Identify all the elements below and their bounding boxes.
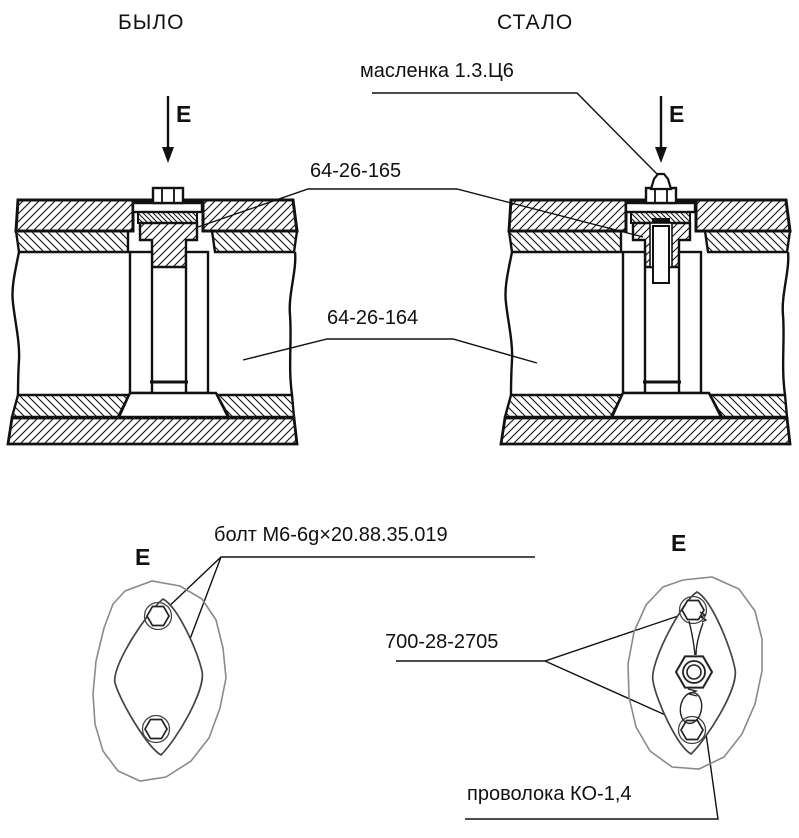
wire-spec-label: проволока КО-1,4 xyxy=(467,783,632,805)
after-detail-view-letter: E xyxy=(671,530,687,556)
before-detail-view-letter: E xyxy=(135,544,151,570)
before-title: БЫЛО xyxy=(118,11,185,34)
after-section-view xyxy=(501,96,790,444)
bolt-label: болт М6-6g×20.88.35.019 xyxy=(214,524,448,546)
part-164-leader xyxy=(243,339,537,363)
part-164-label: 64-26-164 xyxy=(327,307,419,329)
grease-fitting-nipple xyxy=(651,174,671,189)
before-section-view-letter: E xyxy=(176,101,192,127)
before-section-view xyxy=(8,96,297,444)
upper-bolt-head xyxy=(147,607,169,626)
part-2705-label: 700-28-2705 xyxy=(385,631,499,653)
after-detail-view xyxy=(628,530,762,769)
lower-bolt-head xyxy=(145,720,167,739)
after-section-view-letter: E xyxy=(669,101,685,127)
after-title: СТАЛО xyxy=(497,11,574,34)
part-165-label: 64-26-165 xyxy=(310,160,402,182)
grease-fitting-label: масленка 1.3.Ц6 xyxy=(360,60,514,82)
bolt-shank xyxy=(653,226,669,283)
before-detail-view xyxy=(93,544,226,781)
grease-fitting-leader xyxy=(372,93,658,175)
